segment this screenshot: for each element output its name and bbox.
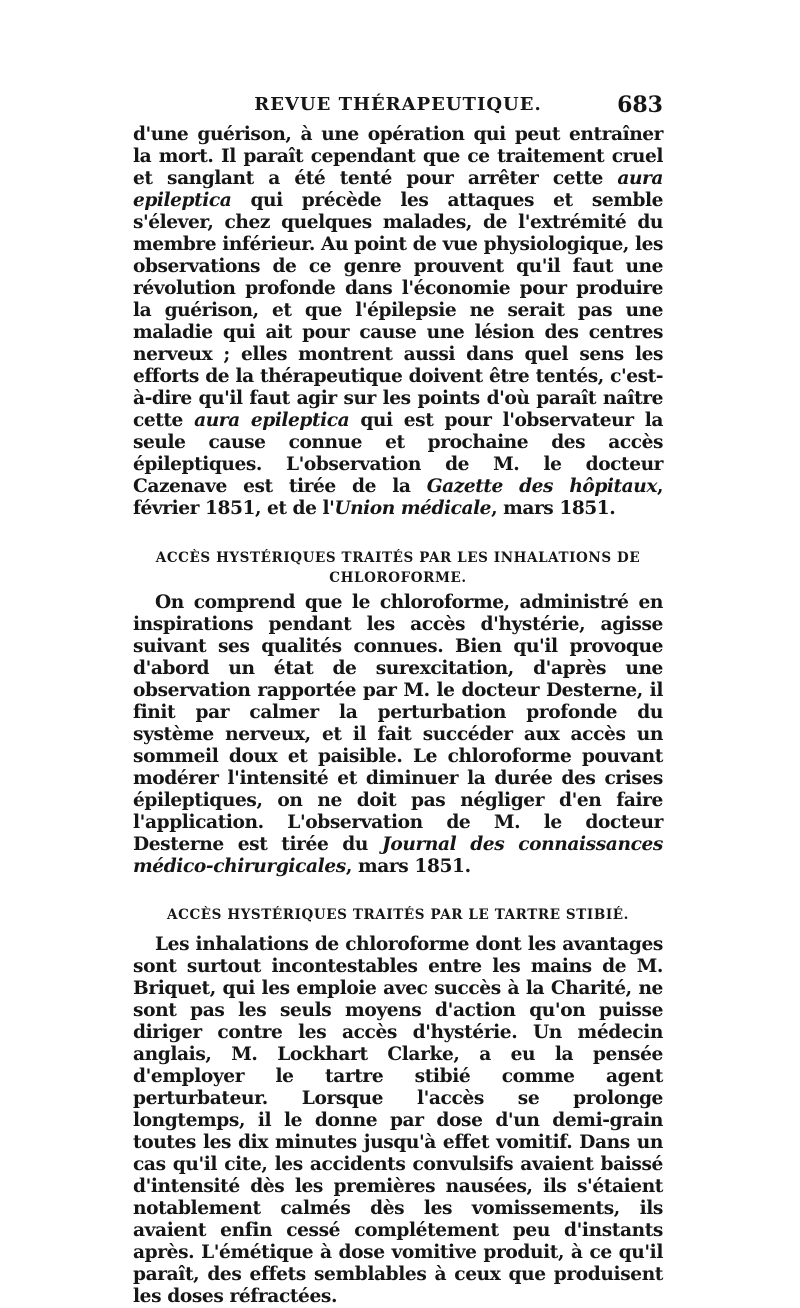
paragraph-chloroforme [133,592,663,878]
page-number: 683 [617,92,663,118]
paragraph-tartre-stibie [133,934,663,1308]
text-run: d'une guérison, à une opération qui peut entraîner la mort. Il paraît cependant que ce traitement cruel et sanglant a été tenté pour arrêter cette [133,124,663,189]
text-run: qui est pour l'observateur la seule cause connue et prochaine des accès épileptiques. L'observation de M. le docteur Cazenave est tirée de la [133,410,663,497]
text-run: , mars 1851. [345,856,471,877]
running-title: REVUE THÉRAPEUTIQUE. [254,94,542,115]
journal-title: Gazette des hôpitaux [426,476,657,497]
journal-title: Journal des connaissances médico-chirurgicales [133,834,663,877]
page-header [133,92,663,122]
text-run: On comprend que le chloroforme, administré en inspirations pendant les accès d'hystérie, agisse suivant ses qualités connues. Bien qu'il provoque d'abord un état de surexcitation, d'après une observation rapportée par M. le docteur Desterne, il finit par calmer la perturbation profonde du système nerveux, et il fait succéder aux accès un sommeil doux et paisible. Le chloroforme pouvant modérer l'intensité et diminuer la durée des crises épileptiques, on ne doit pas négliger d'en faire l'application. L'observation de M. le docteur Desterne est tirée du [133,592,663,855]
section-heading-chloroforme: ACCÈS HYSTÉRIQUES TRAITÉS PAR LES INHALATIONS DE CHLOROFORME. [155,550,641,586]
journal-title: Union médicale [334,498,492,519]
italic-term: aura epileptica [194,410,350,431]
text-run: , février 1851, et de l' [133,476,663,519]
page-body [133,124,663,1308]
section-heading-tartre-stibie: ACCÈS HYSTÉRIQUES TRAITÉS PAR LE TARTRE STIBIÉ. [167,907,629,923]
text-run: qui précède les attaques et semble s'élever, chez quelques malades, de l'extrémité du membre inférieur. Au point de vue physiologique, les observations de ce genre prouvent qu'il faut une révolution profonde dans l'économie pour produire la guérison, et que l'épilepsie ne serait pas une maladie qui ait pour cause une lésion des centres nerveux ; elles montrent aussi dans quel sens les efforts de la thérapeutique doivent être tentés, c'est-à-dire qu'il faut agir sur les points d'où paraît naître cette [133,190,663,431]
text-run: , mars 1851. [491,498,616,519]
italic-term: aura epileptica [133,168,663,211]
text-run: Les inhalations de chloroforme dont les avantages sont surtout incontestables entre les mains de M. Briquet, qui les emploie avec succès à la Charité, ne sont pas les seuls moyens d'action qu'on puisse diriger contre les accès d'hystérie. Un médecin anglais, M. Lockhart Clarke, a eu la pensée d'employer le tartre stibié comme agent perturbateur. Lorsque l'accès se prolonge longtemps, il le donne par dose d'un demi-grain toutes les dix minutes jusqu'à effet vomitif. Dans un cas qu'il cite, les accidents convulsifs avaient baissé d'intensité dès les premières nausées, ils s'étaient notablement calmés dès les vomissements, ils avaient enfin cessé complétement peu d'instants après. L'émétique à dose vomitive produit, à ce qu'il paraît, des effets semblables à ceux que produisent les doses réfractées. [133,934,663,1307]
paragraph-continuation [133,124,663,520]
